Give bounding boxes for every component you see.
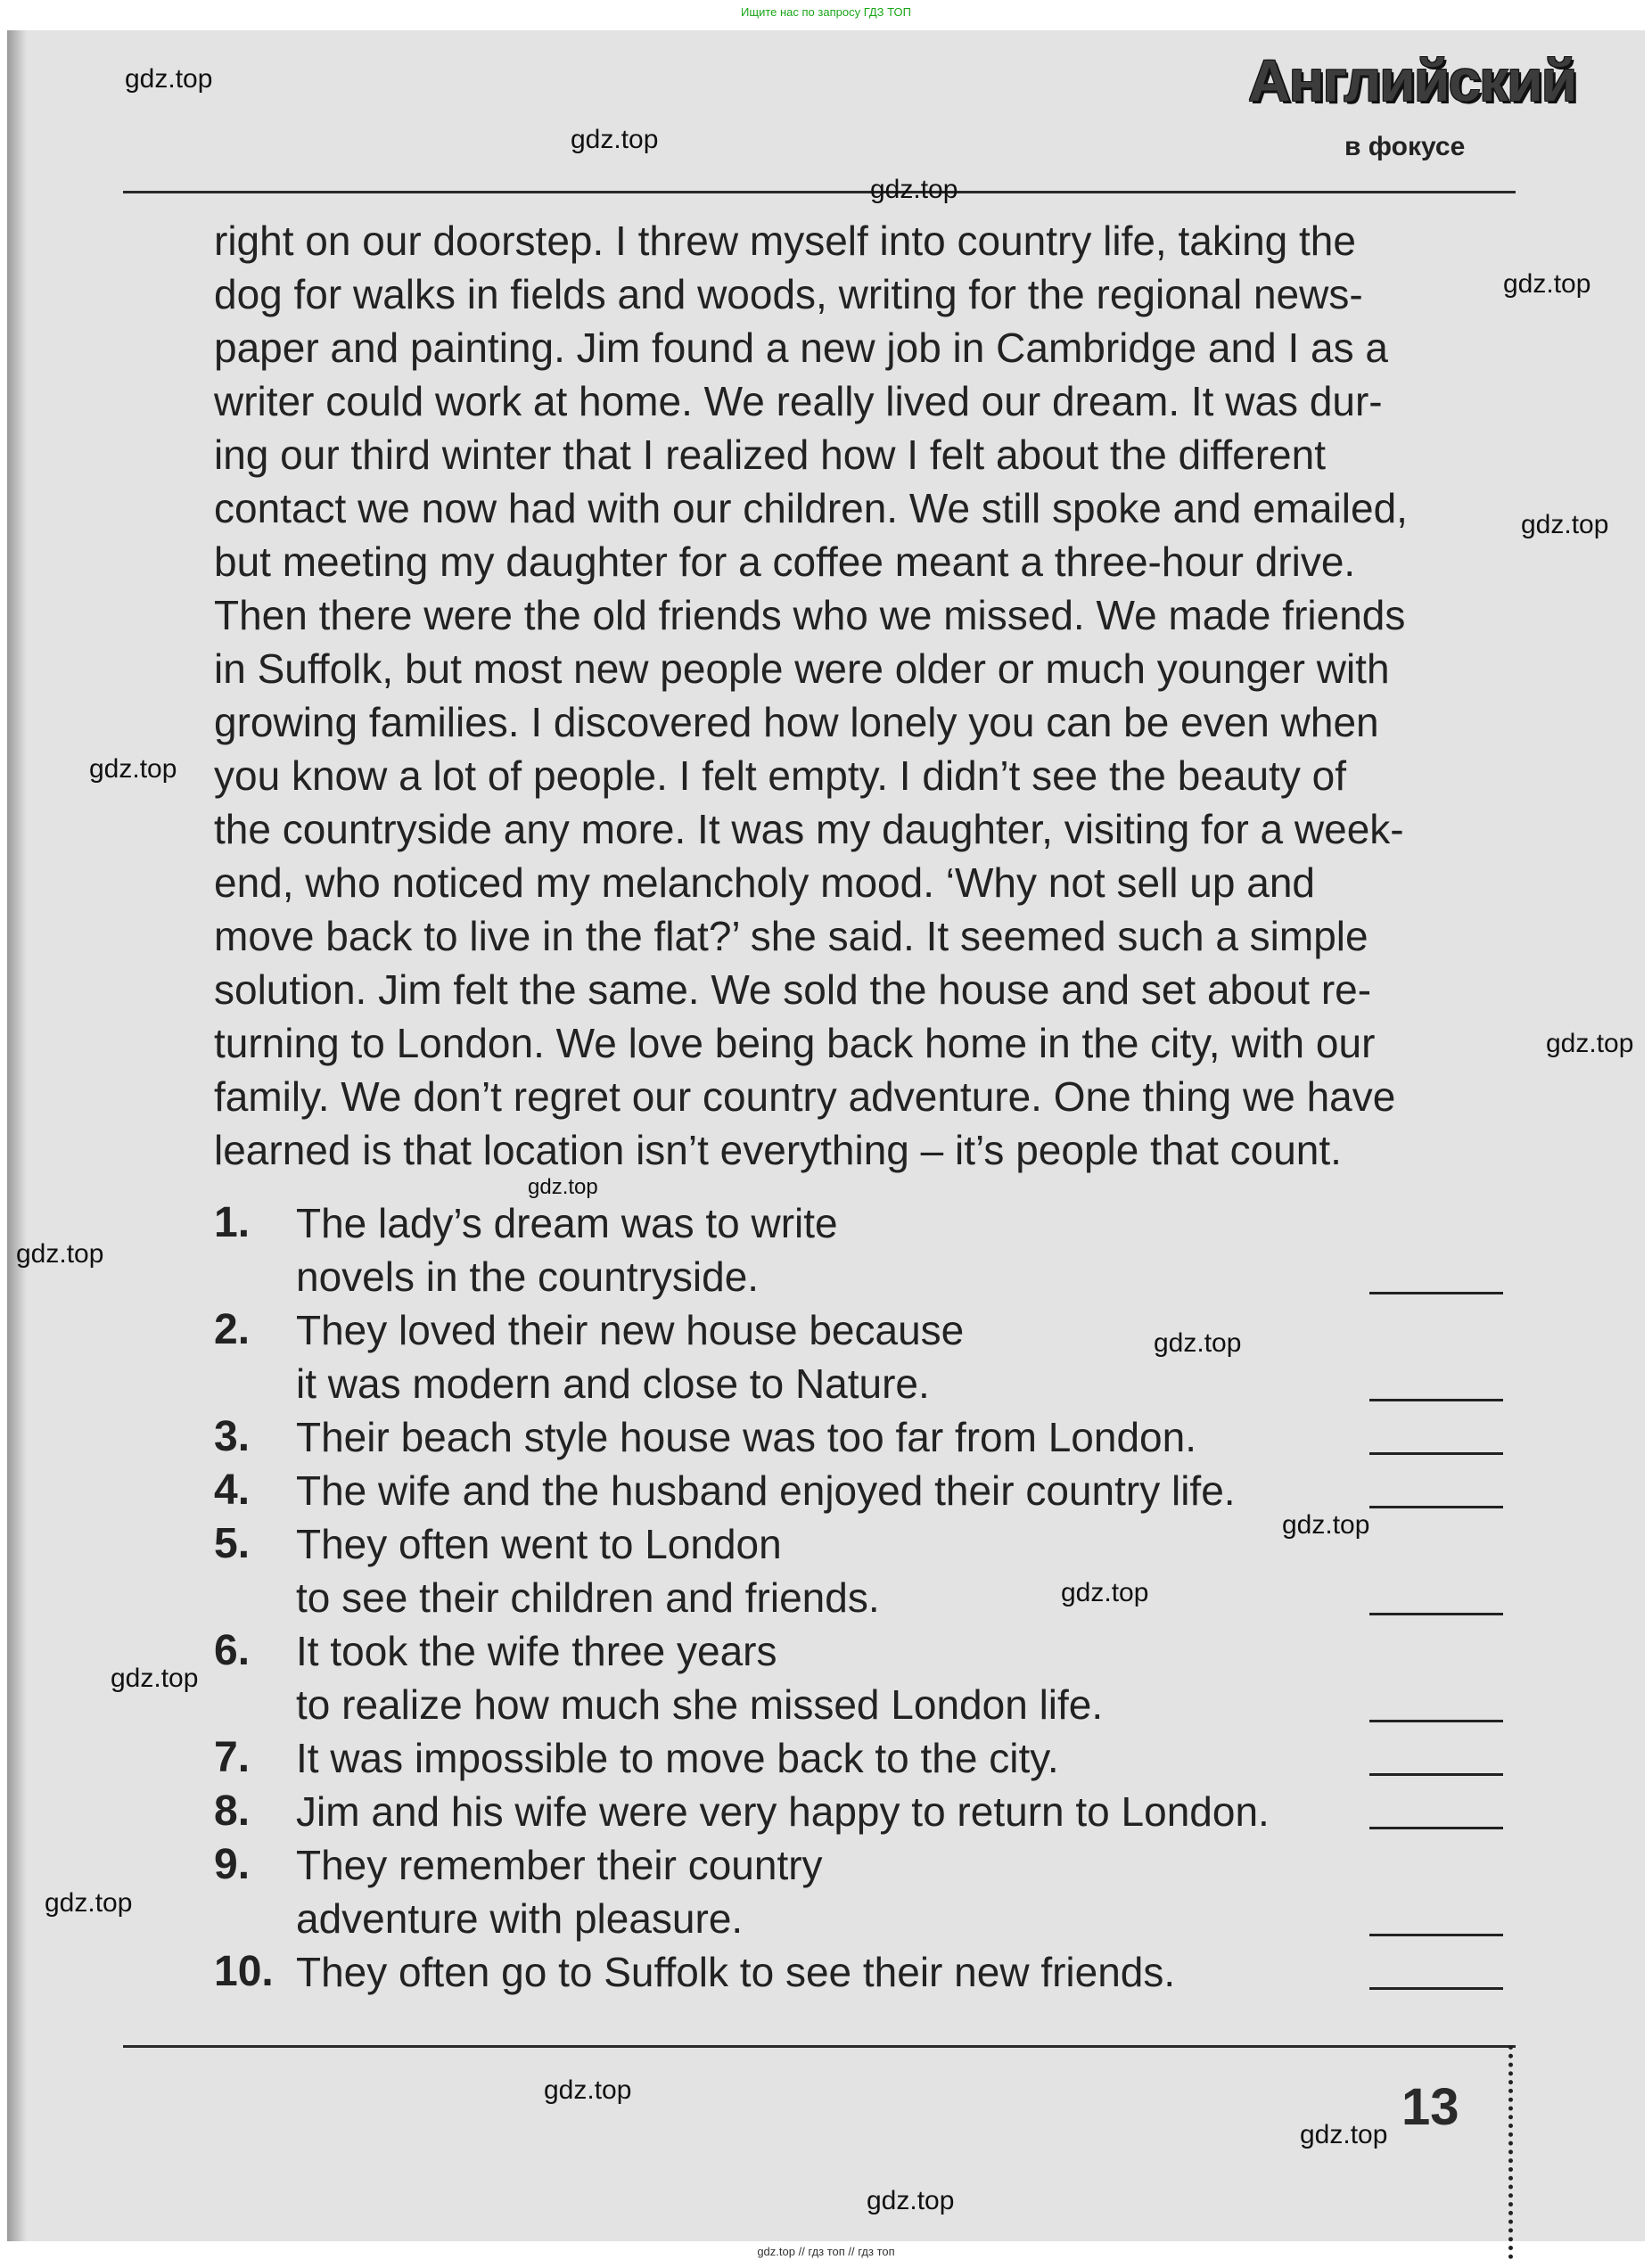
watermark-text: gdz.top	[111, 1664, 199, 1693]
watermark-text: gdz.top	[1282, 1510, 1370, 1540]
watermark-text: gdz.top	[16, 1239, 104, 1269]
answer-blank[interactable]	[1369, 1827, 1503, 1829]
top-notice: Ищите нас по запросу ГДЗ ТОП	[741, 5, 911, 19]
watermark-text: gdz.top	[528, 1175, 598, 1199]
footer-rule	[123, 2045, 1516, 2048]
watermark-text: gdz.top	[1300, 2120, 1388, 2149]
page-binding-shadow	[7, 30, 27, 2241]
question-number: 8.	[214, 1787, 251, 1835]
textbook-logo	[1248, 46, 1576, 162]
page-dotted-edge	[1508, 2045, 1513, 2259]
question-item	[214, 1464, 1516, 1517]
watermark-text: gdz.top	[1503, 269, 1591, 299]
watermark-text: gdz.top	[1061, 1578, 1149, 1607]
question-text: They often went to London to see their children and friends.	[296, 1521, 880, 1621]
question-text: The wife and the husband enjoyed their country life.	[296, 1467, 1236, 1514]
answer-blank[interactable]	[1369, 1399, 1503, 1401]
question-number: 10.	[214, 1948, 274, 1995]
answer-blank[interactable]	[1369, 1934, 1503, 1936]
question-number: 2.	[214, 1306, 251, 1353]
question-number: 5.	[214, 1520, 251, 1567]
question-item	[214, 1731, 1516, 1785]
answer-blank[interactable]	[1369, 1613, 1503, 1615]
question-item	[214, 1785, 1516, 1838]
question-text: Their beach style house was too far from London.	[296, 1414, 1197, 1460]
question-number: 9.	[214, 1841, 251, 1888]
watermark-text: gdz.top	[544, 2075, 632, 2105]
question-number: 7.	[214, 1734, 251, 1781]
watermark-text: gdz.top	[89, 754, 177, 784]
answer-blank[interactable]	[1369, 1292, 1503, 1294]
question-item	[214, 1410, 1516, 1464]
header-rule	[123, 191, 1516, 193]
question-text: It was impossible to move back to the city.	[296, 1735, 1059, 1781]
page-number: 13	[1401, 2078, 1459, 2136]
question-text: Jim and his wife were very happy to return to London.	[296, 1788, 1270, 1835]
watermark-text: gdz.top	[571, 125, 659, 154]
question-number: 3.	[214, 1413, 251, 1460]
question-text: It took the wife three years to realize how much she missed London life.	[296, 1628, 1104, 1728]
question-item	[214, 1624, 1516, 1731]
question-number: 4.	[214, 1467, 251, 1514]
question-item	[214, 1838, 1516, 1945]
question-text: The lady’s dream was to write novels in the countryside.	[296, 1200, 838, 1300]
answer-blank[interactable]	[1369, 1720, 1503, 1722]
question-text: They loved their new house because it was modern and close to Nature.	[296, 1307, 965, 1407]
watermark-text: gdz.top	[867, 2186, 955, 2215]
question-number: 1.	[214, 1199, 251, 1246]
bottom-notice: gdz.top // гдз топ // гдз топ	[757, 2245, 895, 2258]
question-item	[214, 1303, 1516, 1410]
question-text: They remember their country adventure with pleasure.	[296, 1842, 823, 1942]
watermark-text: gdz.top	[125, 64, 213, 94]
question-item	[214, 1196, 1516, 1303]
logo-subtitle: в фокусе	[1344, 132, 1466, 161]
watermark-text: gdz.top	[45, 1888, 133, 1918]
reading-passage: right on our doorstep. I threw myself into country life, taking the dog for walks in fields and woods, writing for the regional news- paper and painting. Jim found a new job in Cambridge and I as a writer could work at home. We really lived our dream. It was dur- ing our third winter that I realized how I felt about the different contact we now had with our children. We still spoke and emailed, but meeting my daughter for a coffee meant a three-hour drive. Then there were the old friends who we missed. We made friends in Suffolk, but most new people were older or much younger with growing families. I discovered how lonely you can be even when you know a lot of people. I felt empty. I didn’t see the beauty of the countryside any more. It was my daughter, visiting for a week- end, who noticed my melancholy mood. ‘Why not sell up and move back to live in the flat?’ she said. It seemed such a simple solution. Jim felt the same. We sold the house and set about re- turning to London. We love being back home in the city, with our family. We don’t regret our country adventure. One thing we have learned is that location isn’t everything – it’s people that count.	[214, 218, 1408, 1173]
logo-title: Английский	[1248, 47, 1576, 113]
answer-blank[interactable]	[1369, 1987, 1503, 1990]
answer-blank[interactable]	[1369, 1773, 1503, 1776]
answer-blank[interactable]	[1369, 1452, 1503, 1455]
watermark-text: gdz.top	[870, 175, 958, 204]
question-item	[214, 1945, 1516, 1999]
true-false-questions	[214, 1196, 1516, 1999]
watermark-text: gdz.top	[1546, 1029, 1634, 1058]
watermark-text: gdz.top	[1154, 1328, 1242, 1358]
question-number: 6.	[214, 1627, 251, 1674]
answer-blank[interactable]	[1369, 1506, 1503, 1508]
question-text: They often go to Suffolk to see their new friends.	[296, 1949, 1176, 1995]
watermark-text: gdz.top	[1521, 510, 1609, 539]
